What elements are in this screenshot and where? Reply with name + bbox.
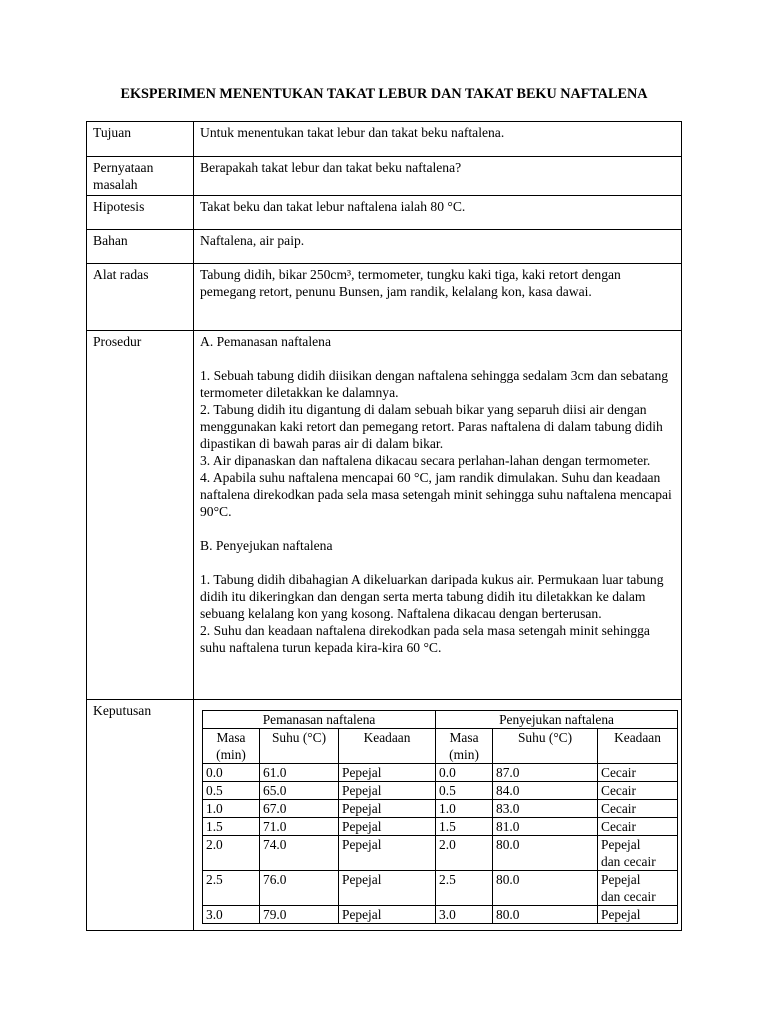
table-row [203,800,678,818]
label-hipotesis: Hipotesis [87,196,194,230]
col-header-masa-line1: Masa [449,730,479,745]
cell-masa-cooling: 2.5 [436,871,493,906]
text-prosedur [194,331,682,700]
cell-keadaan-line2: dan cecair [601,854,656,869]
experiment-table [86,121,682,931]
prosedur-a-step-2: 2. Tabung didih itu digantung di dalam sebuah bikar yang separuh diisi air dengan menggunakan kaki retort dan pemegang retort. Paras naftalena di dalam tabung didih dipastikan di bawah paras air di dalam bikar. [200,402,663,451]
cell-keadaan-cooling [598,800,678,818]
cell-keadaan-cooling [598,906,678,924]
cell-keadaan-line2: dan cecair [601,889,656,904]
label-keputusan: Keputusan [87,700,194,931]
cell-keadaan-heating: Pepejal [339,871,436,906]
cell-masa-heating: 1.0 [203,800,260,818]
row-tujuan [87,122,682,157]
cell-keadaan-line1: Cecair [601,783,636,798]
cell-suhu-heating: 61.0 [260,764,339,782]
table-row [203,906,678,924]
prosedur-a-step-3: 3. Air dipanaskan dan naftalena dikacau secara perlahan-lahan dengan termometer. [200,453,651,468]
cell-masa-heating: 2.5 [203,871,260,906]
cell-masa-heating: 3.0 [203,906,260,924]
cell-masa-cooling: 1.5 [436,818,493,836]
cell-suhu-cooling: 80.0 [493,906,598,924]
label-tujuan: Tujuan [87,122,194,157]
text-bahan: Naftalena, air paip. [194,230,682,264]
col-header-keadaan-cooling: Keadaan [598,729,678,764]
cell-suhu-cooling: 83.0 [493,800,598,818]
group-heading-heating: Pemanasan naftalena [203,711,436,729]
cell-suhu-heating: 76.0 [260,871,339,906]
cell-suhu-heating: 74.0 [260,836,339,871]
cell-keadaan-heating: Pepejal [339,906,436,924]
prosedur-b-step-1: 1. Tabung didih dibahagian A dikeluarkan daripada kukus air. Permukaan luar tabung didih itu dikeringkan dan dengan serta merta tabung didih itu diletakkan ke dalam sebuang kelalang kon yang kosong. Naftalena dikacau dengan berterusan. [200,572,664,621]
label-alat-radas: Alat radas [87,264,194,331]
col-header-masa-line2: (min) [216,747,246,762]
col-header-masa-line2: (min) [449,747,479,762]
cell-keadaan-cooling [598,818,678,836]
cell-keadaan-heating: Pepejal [339,800,436,818]
row-hipotesis [87,196,682,230]
label-pernyataan-line1: Pernyataan [93,160,154,175]
cell-keadaan-line1: Cecair [601,765,636,780]
cell-masa-cooling: 1.0 [436,800,493,818]
col-header-suhu-heating: Suhu (°C) [260,729,339,764]
cell-masa-heating: 1.5 [203,818,260,836]
cell-masa-heating: 0.5 [203,782,260,800]
cell-keadaan-line1: Pepejal [601,872,641,887]
row-alat-radas [87,264,682,331]
cell-masa-cooling: 0.5 [436,782,493,800]
row-prosedur [87,331,682,700]
row-keputusan [87,700,682,931]
cell-keadaan-cooling [598,764,678,782]
cell-keadaan-heating: Pepejal [339,836,436,871]
results-column-header [203,729,678,764]
cell-suhu-cooling: 84.0 [493,782,598,800]
table-row [203,871,678,906]
prosedur-a-step-1: 1. Sebuah tabung didih diisikan dengan naftalena sehingga sedalam 3cm dan sebatang termometer diletakkan ke dalamnya. [200,368,669,400]
cell-keadaan-cooling [598,836,678,871]
prosedur-a-step-4: 4. Apabila suhu naftalena mencapai 60 °C, jam randik dimulakan. Suhu dan keadaan naftalena direkodkan pada sela masa setengah minit sehingga suhu naftalena mencapai 90°C. [200,470,672,519]
cell-keadaan-heating: Pepejal [339,764,436,782]
cell-keadaan-cooling [598,871,678,906]
text-hipotesis: Takat beku dan takat lebur naftalena ialah 80 °C. [194,196,682,230]
cell-keadaan-line1: Pepejal [601,907,641,922]
text-alat-radas: Tabung didih, bikar 250cm³, termometer, tungku kaki tiga, kaki retort dengan pemegang retort, penunu Bunsen, jam randik, kelalang kon, kasa dawai. [194,264,682,331]
cell-suhu-cooling: 81.0 [493,818,598,836]
cell-suhu-cooling: 80.0 [493,871,598,906]
col-header-keadaan-heating: Keadaan [339,729,436,764]
text-pernyataan: Berapakah takat lebur dan takat beku naftalena? [194,157,682,196]
cell-masa-heating: 0.0 [203,764,260,782]
table-row [203,782,678,800]
cell-suhu-cooling: 87.0 [493,764,598,782]
document-title: EKSPERIMEN MENENTUKAN TAKAT LEBUR DAN TAKAT BEKU NAFTALENA [120,86,648,102]
cell-suhu-heating: 67.0 [260,800,339,818]
cell-suhu-heating: 65.0 [260,782,339,800]
cell-keadaan-line1: Cecair [601,819,636,834]
text-tujuan: Untuk menentukan takat lebur dan takat beku naftalena. [194,122,682,157]
cell-masa-cooling: 0.0 [436,764,493,782]
table-row [203,836,678,871]
prosedur-b-heading: B. Penyejukan naftalena [200,538,333,553]
text-keputusan [194,700,682,931]
cell-suhu-heating: 79.0 [260,906,339,924]
table-row [203,764,678,782]
col-header-masa-cooling [436,729,493,764]
label-bahan: Bahan [87,230,194,264]
label-pernyataan-line2: masalah [93,177,138,192]
cell-masa-heating: 2.0 [203,836,260,871]
cell-keadaan-line1: Pepejal [601,837,641,852]
cell-masa-cooling: 3.0 [436,906,493,924]
cell-keadaan-line1: Cecair [601,801,636,816]
label-pernyataan [87,157,194,196]
col-header-masa-line1: Masa [216,730,246,745]
col-header-masa-heating [203,729,260,764]
cell-keadaan-cooling [598,782,678,800]
row-bahan [87,230,682,264]
col-header-suhu-cooling: Suhu (°C) [493,729,598,764]
group-heading-cooling: Penyejukan naftalena [436,711,678,729]
label-prosedur: Prosedur [87,331,194,700]
prosedur-a-heading: A. Pemanasan naftalena [200,334,331,349]
cell-masa-cooling: 2.0 [436,836,493,871]
results-table [202,710,678,924]
results-group-header [203,711,678,729]
cell-keadaan-heating: Pepejal [339,782,436,800]
prosedur-b-step-2: 2. Suhu dan keadaan naftalena direkodkan pada sela masa setengah minit sehingga suhu naftalena turun kepada kira-kira 60 °C. [200,623,650,655]
cell-keadaan-heating: Pepejal [339,818,436,836]
table-row [203,818,678,836]
cell-suhu-cooling: 80.0 [493,836,598,871]
results-body [203,764,678,924]
row-pernyataan [87,157,682,196]
cell-suhu-heating: 71.0 [260,818,339,836]
